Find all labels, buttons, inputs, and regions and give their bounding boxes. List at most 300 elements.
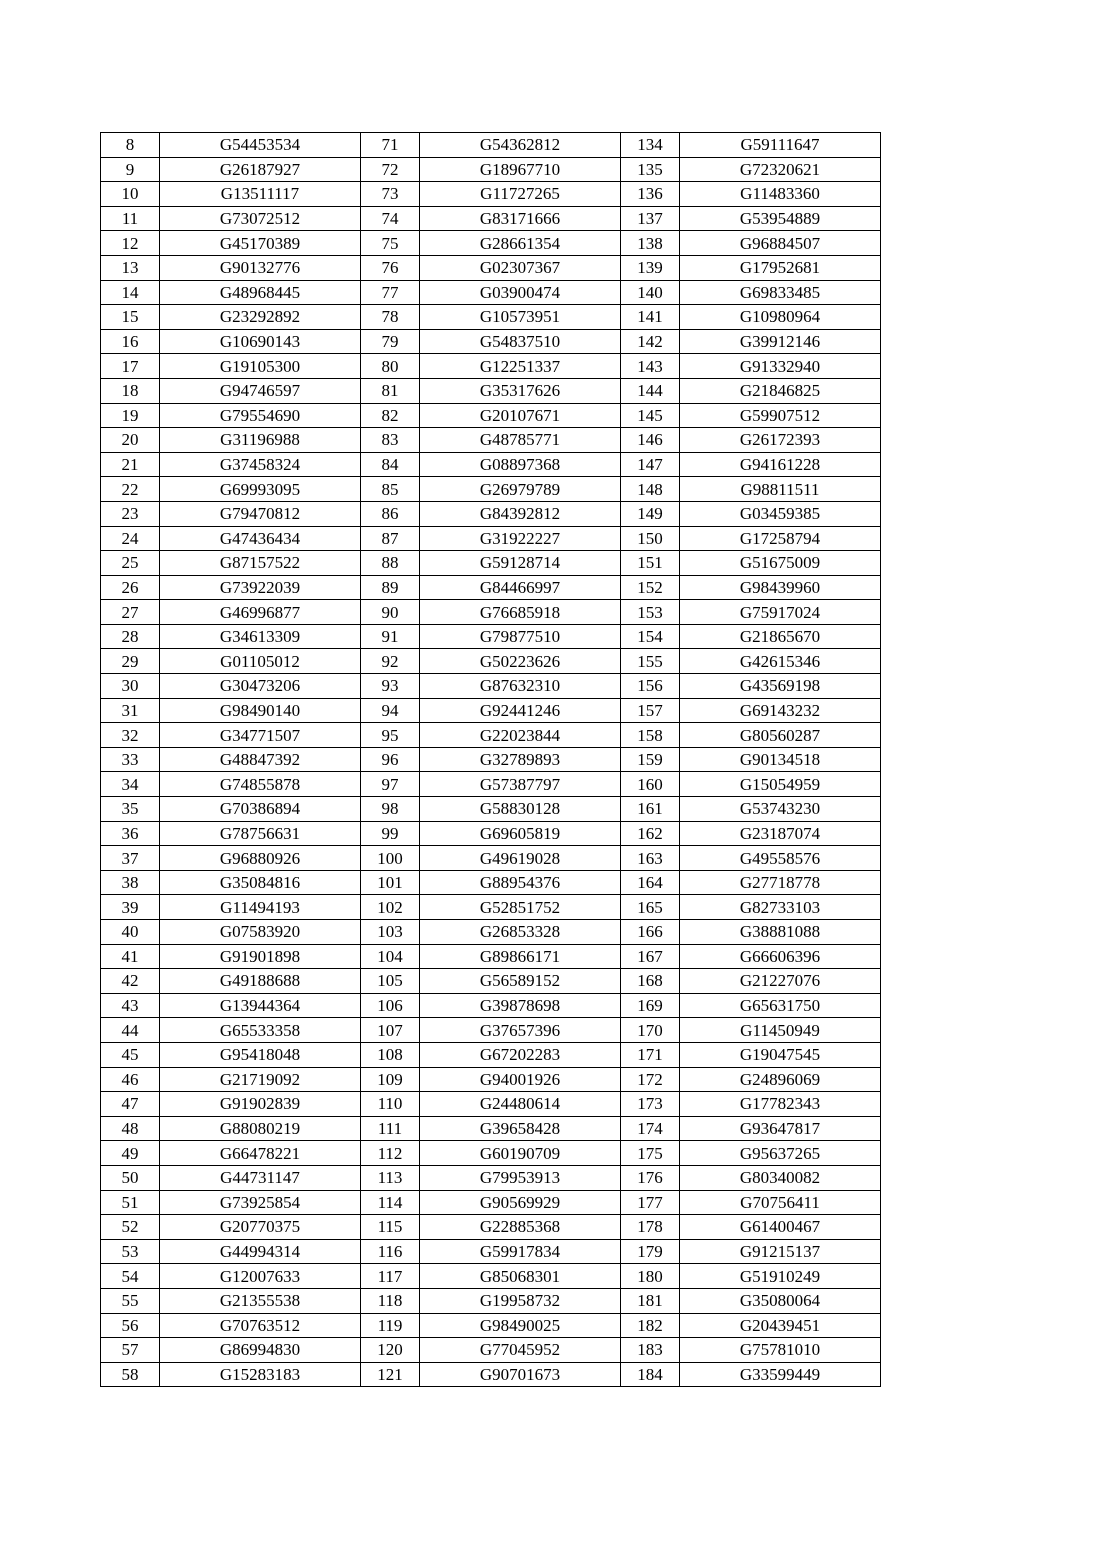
code-cell: G84392812	[420, 501, 621, 526]
code-cell: G54837510	[420, 329, 621, 354]
code-cell: G65631750	[680, 993, 881, 1018]
code-cell: G89866171	[420, 944, 621, 969]
code-cell: G31922227	[420, 526, 621, 551]
number-cell: 71	[361, 133, 420, 158]
table-row	[101, 1313, 881, 1338]
number-cell: 44	[101, 1018, 160, 1043]
code-cell: G57387797	[420, 772, 621, 797]
number-cell: 19	[101, 403, 160, 428]
number-cell: 110	[361, 1092, 420, 1117]
code-cell: G90132776	[160, 255, 361, 280]
number-cell: 22	[101, 477, 160, 502]
number-cell: 134	[621, 133, 680, 158]
number-cell: 82	[361, 403, 420, 428]
number-cell: 101	[361, 870, 420, 895]
number-cell: 26	[101, 575, 160, 600]
number-cell: 85	[361, 477, 420, 502]
number-cell: 181	[621, 1288, 680, 1313]
code-cell: G80340082	[680, 1165, 881, 1190]
table-row	[101, 575, 881, 600]
number-cell: 79	[361, 329, 420, 354]
code-cell: G66606396	[680, 944, 881, 969]
code-cell: G98439960	[680, 575, 881, 600]
code-cell: G82733103	[680, 895, 881, 920]
code-cell: G69993095	[160, 477, 361, 502]
table-row	[101, 920, 881, 945]
table-row	[101, 526, 881, 551]
table-row	[101, 624, 881, 649]
code-cell: G39912146	[680, 329, 881, 354]
number-cell: 155	[621, 649, 680, 674]
number-cell: 80	[361, 354, 420, 379]
code-cell: G08897368	[420, 452, 621, 477]
number-cell: 33	[101, 747, 160, 772]
code-cell: G01105012	[160, 649, 361, 674]
number-cell: 39	[101, 895, 160, 920]
code-cell: G49558576	[680, 846, 881, 871]
code-cell: G43569198	[680, 674, 881, 699]
number-cell: 20	[101, 428, 160, 453]
code-cell: G92441246	[420, 698, 621, 723]
number-cell: 35	[101, 797, 160, 822]
number-cell: 83	[361, 428, 420, 453]
code-cell: G34613309	[160, 624, 361, 649]
number-cell: 46	[101, 1067, 160, 1092]
table-row	[101, 797, 881, 822]
table-row	[101, 895, 881, 920]
code-cell: G59907512	[680, 403, 881, 428]
code-cell: G11494193	[160, 895, 361, 920]
number-cell: 48	[101, 1116, 160, 1141]
number-cell: 163	[621, 846, 680, 871]
number-cell: 92	[361, 649, 420, 674]
code-cell: G73925854	[160, 1190, 361, 1215]
number-cell: 88	[361, 551, 420, 576]
table-row	[101, 600, 881, 625]
table-row	[101, 723, 881, 748]
code-cell: G51910249	[680, 1264, 881, 1289]
number-cell: 56	[101, 1313, 160, 1338]
number-cell: 115	[361, 1215, 420, 1240]
number-cell: 95	[361, 723, 420, 748]
number-cell: 120	[361, 1338, 420, 1363]
code-cell: G72320621	[680, 157, 881, 182]
table-row	[101, 1239, 881, 1264]
code-cell: G22885368	[420, 1215, 621, 1240]
code-cell: G03459385	[680, 501, 881, 526]
code-cell: G11483360	[680, 182, 881, 207]
number-cell: 8	[101, 133, 160, 158]
table-row	[101, 1288, 881, 1313]
code-cell: G07583920	[160, 920, 361, 945]
number-cell: 94	[361, 698, 420, 723]
code-cell: G23292892	[160, 305, 361, 330]
table-row	[101, 255, 881, 280]
number-cell: 183	[621, 1338, 680, 1363]
number-cell: 76	[361, 255, 420, 280]
code-cell: G24480614	[420, 1092, 621, 1117]
code-cell: G49188688	[160, 969, 361, 994]
code-cell: G35084816	[160, 870, 361, 895]
code-cell: G90134518	[680, 747, 881, 772]
table-row	[101, 157, 881, 182]
table-row	[101, 1067, 881, 1092]
code-cell: G03900474	[420, 280, 621, 305]
table-row	[101, 280, 881, 305]
number-cell: 89	[361, 575, 420, 600]
code-cell: G95637265	[680, 1141, 881, 1166]
number-cell: 15	[101, 305, 160, 330]
table-row	[101, 305, 881, 330]
code-cell: G98490025	[420, 1313, 621, 1338]
number-cell: 156	[621, 674, 680, 699]
number-cell: 143	[621, 354, 680, 379]
number-cell: 96	[361, 747, 420, 772]
number-cell: 72	[361, 157, 420, 182]
table-row	[101, 846, 881, 871]
code-cell: G15283183	[160, 1362, 361, 1387]
number-cell: 142	[621, 329, 680, 354]
number-cell: 9	[101, 157, 160, 182]
number-cell: 14	[101, 280, 160, 305]
code-cell: G10573951	[420, 305, 621, 330]
number-cell: 42	[101, 969, 160, 994]
code-cell: G49619028	[420, 846, 621, 871]
number-cell: 49	[101, 1141, 160, 1166]
code-cell: G96880926	[160, 846, 361, 871]
number-cell: 137	[621, 206, 680, 231]
number-cell: 77	[361, 280, 420, 305]
code-cell: G21355538	[160, 1288, 361, 1313]
code-cell: G70386894	[160, 797, 361, 822]
number-cell: 105	[361, 969, 420, 994]
number-cell: 149	[621, 501, 680, 526]
code-cell: G54362812	[420, 133, 621, 158]
code-cell: G17782343	[680, 1092, 881, 1117]
code-cell: G44731147	[160, 1165, 361, 1190]
table-row	[101, 821, 881, 846]
number-cell: 135	[621, 157, 680, 182]
code-cell: G96884507	[680, 231, 881, 256]
number-cell: 178	[621, 1215, 680, 1240]
number-cell: 24	[101, 526, 160, 551]
number-cell: 112	[361, 1141, 420, 1166]
table-row	[101, 206, 881, 231]
number-cell: 18	[101, 378, 160, 403]
number-cell: 139	[621, 255, 680, 280]
number-cell: 102	[361, 895, 420, 920]
code-cell: G10980964	[680, 305, 881, 330]
number-cell: 153	[621, 600, 680, 625]
number-cell: 184	[621, 1362, 680, 1387]
code-cell: G10690143	[160, 329, 361, 354]
code-cell: G12251337	[420, 354, 621, 379]
code-cell: G02307367	[420, 255, 621, 280]
code-cell: G79877510	[420, 624, 621, 649]
code-cell: G93647817	[680, 1116, 881, 1141]
number-cell: 108	[361, 1042, 420, 1067]
code-cell: G80560287	[680, 723, 881, 748]
code-cell: G95418048	[160, 1042, 361, 1067]
code-cell: G94161228	[680, 452, 881, 477]
number-cell: 30	[101, 674, 160, 699]
code-cell: G59128714	[420, 551, 621, 576]
number-cell: 10	[101, 182, 160, 207]
number-cell: 50	[101, 1165, 160, 1190]
number-cell: 13	[101, 255, 160, 280]
code-cell: G91901898	[160, 944, 361, 969]
code-cell: G78756631	[160, 821, 361, 846]
number-cell: 118	[361, 1288, 420, 1313]
code-cell: G20770375	[160, 1215, 361, 1240]
code-cell: G75781010	[680, 1338, 881, 1363]
table-row	[101, 1338, 881, 1363]
number-cell: 114	[361, 1190, 420, 1215]
number-cell: 21	[101, 452, 160, 477]
number-cell: 51	[101, 1190, 160, 1215]
code-cell: G37657396	[420, 1018, 621, 1043]
code-cell: G79554690	[160, 403, 361, 428]
table-row	[101, 969, 881, 994]
code-cell: G17258794	[680, 526, 881, 551]
number-cell: 47	[101, 1092, 160, 1117]
code-cell: G76685918	[420, 600, 621, 625]
table-row	[101, 1165, 881, 1190]
code-cell: G38881088	[680, 920, 881, 945]
number-cell: 174	[621, 1116, 680, 1141]
code-cell: G84466997	[420, 575, 621, 600]
number-cell: 182	[621, 1313, 680, 1338]
code-cell: G98490140	[160, 698, 361, 723]
code-cell: G59111647	[680, 133, 881, 158]
number-cell: 75	[361, 231, 420, 256]
number-cell: 170	[621, 1018, 680, 1043]
code-cell: G91902839	[160, 1092, 361, 1117]
code-cell: G32789893	[420, 747, 621, 772]
number-cell: 150	[621, 526, 680, 551]
code-cell: G23187074	[680, 821, 881, 846]
code-cell: G37458324	[160, 452, 361, 477]
code-cell: G87157522	[160, 551, 361, 576]
table-row	[101, 993, 881, 1018]
code-cell: G94001926	[420, 1067, 621, 1092]
number-cell: 106	[361, 993, 420, 1018]
code-cell: G46996877	[160, 600, 361, 625]
code-cell: G91215137	[680, 1239, 881, 1264]
table-row	[101, 1092, 881, 1117]
number-cell: 172	[621, 1067, 680, 1092]
code-cell: G45170389	[160, 231, 361, 256]
number-cell: 158	[621, 723, 680, 748]
code-cell: G59917834	[420, 1239, 621, 1264]
table-row	[101, 1141, 881, 1166]
number-cell: 58	[101, 1362, 160, 1387]
table-row	[101, 1215, 881, 1240]
code-cell: G39878698	[420, 993, 621, 1018]
number-cell: 145	[621, 403, 680, 428]
number-cell: 147	[621, 452, 680, 477]
table-row	[101, 403, 881, 428]
code-cell: G69833485	[680, 280, 881, 305]
number-cell: 90	[361, 600, 420, 625]
number-cell: 171	[621, 1042, 680, 1067]
number-cell: 97	[361, 772, 420, 797]
number-cell: 146	[621, 428, 680, 453]
number-cell: 173	[621, 1092, 680, 1117]
code-cell: G75917024	[680, 600, 881, 625]
number-cell: 45	[101, 1042, 160, 1067]
number-cell: 86	[361, 501, 420, 526]
data-table	[100, 132, 881, 1387]
code-cell: G66478221	[160, 1141, 361, 1166]
table-row	[101, 329, 881, 354]
code-cell: G98811511	[680, 477, 881, 502]
number-cell: 180	[621, 1264, 680, 1289]
table-row	[101, 674, 881, 699]
number-cell: 160	[621, 772, 680, 797]
code-cell: G42615346	[680, 649, 881, 674]
table-row	[101, 354, 881, 379]
code-cell: G79470812	[160, 501, 361, 526]
number-cell: 27	[101, 600, 160, 625]
number-cell: 179	[621, 1239, 680, 1264]
code-cell: G21227076	[680, 969, 881, 994]
number-cell: 25	[101, 551, 160, 576]
number-cell: 113	[361, 1165, 420, 1190]
number-cell: 121	[361, 1362, 420, 1387]
number-cell: 54	[101, 1264, 160, 1289]
number-cell: 31	[101, 698, 160, 723]
number-cell: 23	[101, 501, 160, 526]
number-cell: 43	[101, 993, 160, 1018]
code-cell: G90569929	[420, 1190, 621, 1215]
code-cell: G48847392	[160, 747, 361, 772]
table-row	[101, 231, 881, 256]
code-cell: G53743230	[680, 797, 881, 822]
code-cell: G26187927	[160, 157, 361, 182]
number-cell: 175	[621, 1141, 680, 1166]
table-row	[101, 133, 881, 158]
code-cell: G85068301	[420, 1264, 621, 1289]
code-cell: G48785771	[420, 428, 621, 453]
number-cell: 29	[101, 649, 160, 674]
code-cell: G44994314	[160, 1239, 361, 1264]
number-cell: 164	[621, 870, 680, 895]
code-cell: G35317626	[420, 378, 621, 403]
code-cell: G88954376	[420, 870, 621, 895]
number-cell: 176	[621, 1165, 680, 1190]
table-row	[101, 870, 881, 895]
table-row	[101, 649, 881, 674]
code-cell: G73922039	[160, 575, 361, 600]
table-row	[101, 452, 881, 477]
code-cell: G69143232	[680, 698, 881, 723]
code-cell: G90701673	[420, 1362, 621, 1387]
code-cell: G91332940	[680, 354, 881, 379]
code-cell: G88080219	[160, 1116, 361, 1141]
code-cell: G21865670	[680, 624, 881, 649]
code-cell: G51675009	[680, 551, 881, 576]
table-row	[101, 501, 881, 526]
code-cell: G56589152	[420, 969, 621, 994]
number-cell: 99	[361, 821, 420, 846]
table-row	[101, 1018, 881, 1043]
number-cell: 111	[361, 1116, 420, 1141]
number-cell: 73	[361, 182, 420, 207]
number-cell: 93	[361, 674, 420, 699]
code-cell: G13944364	[160, 993, 361, 1018]
number-cell: 34	[101, 772, 160, 797]
code-cell: G83171666	[420, 206, 621, 231]
number-cell: 16	[101, 329, 160, 354]
code-cell: G77045952	[420, 1338, 621, 1363]
number-cell: 177	[621, 1190, 680, 1215]
number-cell: 107	[361, 1018, 420, 1043]
number-cell: 141	[621, 305, 680, 330]
number-cell: 140	[621, 280, 680, 305]
code-cell: G35080064	[680, 1288, 881, 1313]
code-cell: G15054959	[680, 772, 881, 797]
code-cell: G26172393	[680, 428, 881, 453]
table-row	[101, 747, 881, 772]
code-cell: G54453534	[160, 133, 361, 158]
number-cell: 91	[361, 624, 420, 649]
code-cell: G73072512	[160, 206, 361, 231]
code-cell: G61400467	[680, 1215, 881, 1240]
number-cell: 11	[101, 206, 160, 231]
number-cell: 104	[361, 944, 420, 969]
number-cell: 87	[361, 526, 420, 551]
number-cell: 55	[101, 1288, 160, 1313]
code-cell: G12007633	[160, 1264, 361, 1289]
table-row	[101, 1042, 881, 1067]
table-row	[101, 1362, 881, 1387]
code-cell: G11727265	[420, 182, 621, 207]
number-cell: 32	[101, 723, 160, 748]
number-cell: 37	[101, 846, 160, 871]
code-cell: G31196988	[160, 428, 361, 453]
number-cell: 138	[621, 231, 680, 256]
code-cell: G58830128	[420, 797, 621, 822]
code-cell: G13511117	[160, 182, 361, 207]
code-cell: G70756411	[680, 1190, 881, 1215]
number-cell: 117	[361, 1264, 420, 1289]
table-row	[101, 944, 881, 969]
number-cell: 40	[101, 920, 160, 945]
number-cell: 103	[361, 920, 420, 945]
table-row	[101, 428, 881, 453]
number-cell: 119	[361, 1313, 420, 1338]
code-cell: G74855878	[160, 772, 361, 797]
number-cell: 84	[361, 452, 420, 477]
code-cell: G87632310	[420, 674, 621, 699]
code-cell: G60190709	[420, 1141, 621, 1166]
table-row	[101, 772, 881, 797]
table-row	[101, 1116, 881, 1141]
code-cell: G33599449	[680, 1362, 881, 1387]
code-cell: G18967710	[420, 157, 621, 182]
number-cell: 154	[621, 624, 680, 649]
number-cell: 81	[361, 378, 420, 403]
number-cell: 53	[101, 1239, 160, 1264]
table-row	[101, 1190, 881, 1215]
number-cell: 98	[361, 797, 420, 822]
code-cell: G21719092	[160, 1067, 361, 1092]
code-cell: G70763512	[160, 1313, 361, 1338]
code-cell: G86994830	[160, 1338, 361, 1363]
code-cell: G20439451	[680, 1313, 881, 1338]
table-row	[101, 182, 881, 207]
